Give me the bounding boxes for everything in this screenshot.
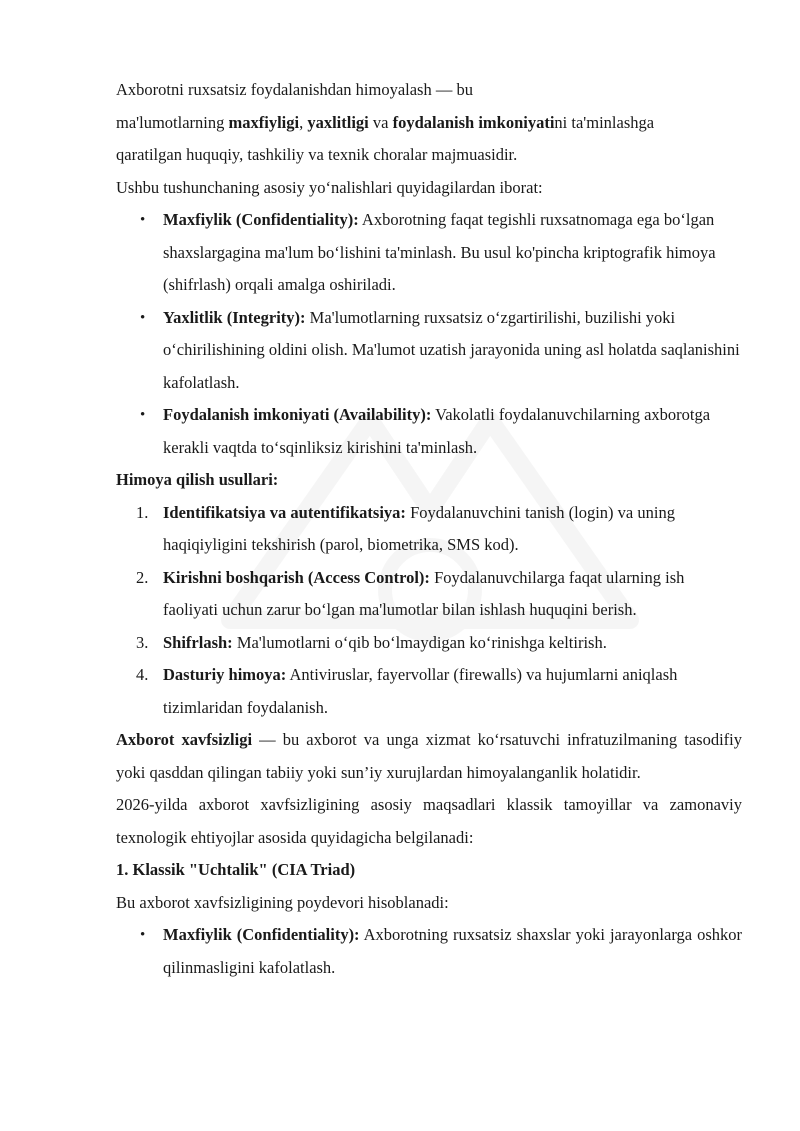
- list-item-number: 3.: [136, 632, 149, 652]
- intro-line-3: qaratilgan huquqiy, tashkiliy va texnik choralar majmuasidir.: [116, 145, 518, 164]
- list-item-text: Axborotning faqat tegishli ruxsatnomaga ega bo‘lgan shaxslargagina ma'lum bo‘lishini ta'minlash. Bu usul ko'pincha kriptografik himoya (shifrlash) orqali amalga oshiriladi.: [163, 210, 716, 294]
- methods-heading-text: Himoya qilish usullari:: [116, 470, 279, 489]
- list-item-term: Shifrlash:: [163, 632, 233, 652]
- cia-intro: Bu axborot xavfsizligining poydevori hisoblanadi:: [116, 892, 449, 912]
- list-item: [116, 204, 742, 302]
- list-item-text: Foydalanuvchilarga faqat ularning ish faoliyati uchun zarur bo‘lgan ma'lumotlar bilan ishlash huquqini berish.: [163, 567, 685, 619]
- security-definition-text: — bu axborot va unga xizmat ko‘rsatuvchi infratuzilmaning tasodifiy yoki qasddan qilingan tabiiy yoki sun’iy xurujlardan himoyalanganlik holatidir.: [116, 730, 742, 782]
- intro-separator-2: va: [368, 112, 393, 132]
- security-definition-term: Axborot xavfsizligi: [116, 730, 253, 749]
- term-maxfiyligi: maxfiyligi: [228, 112, 300, 132]
- list-item-text: Ma'lumotlarni o‘qib bo‘lmaydigan ko‘rinishga keltirish.: [232, 632, 607, 652]
- list-item-text: Ma'lumotlarning ruxsatsiz o‘zgartirilishi, buzilishi yoki o‘chirilishining oldini olish. Ma'lumot uzatish jarayonida uning asl holatda saqlanishini kafolatlash.: [163, 307, 740, 392]
- list-item-text: Vakolatli foydalanuvchilarning axborotga kerakli vaqtda to‘sqinliksiz kirishini ta'minlash.: [163, 405, 711, 457]
- cia-heading: [116, 854, 742, 887]
- cia-list: [116, 919, 742, 984]
- intro-line-2-start: ma'lumotlarning: [116, 112, 229, 132]
- list-item-term: Yaxlitlik (Integrity):: [163, 307, 306, 327]
- list-item: [116, 497, 742, 562]
- list-item: [116, 659, 742, 724]
- list-item-term: Dasturiy himoya:: [163, 665, 287, 684]
- list-item-number: 2.: [136, 567, 149, 587]
- directions-intro: Ushbu tushunchaning asosiy yo‘nalishlari quyidagilardan iborat:: [116, 177, 543, 197]
- list-item-text: Antiviruslar, fayervollar (firewalls) va hujumlarni aniqlash tizimlaridan foydalanish.: [163, 665, 678, 717]
- term-yaxlitligi: yaxlitligi: [307, 112, 369, 132]
- list-item: [116, 627, 742, 660]
- list-item-term: Maxfiylik (Confidentiality):: [163, 210, 359, 229]
- directions-list: [116, 204, 742, 464]
- methods-list: [116, 497, 742, 725]
- term-foydalanish-imkoniyati: foydalanish imkoniyati: [392, 112, 555, 132]
- intro-line-2-end: ni ta'minlashga: [554, 112, 655, 132]
- list-item: [116, 562, 742, 627]
- list-item-text: Axborotning ruxsatsiz shaxslar yoki jarayonlarga oshkor qilinmasligini kafolatlash.: [163, 925, 742, 977]
- list-item-term: Foydalanish imkoniyati (Availability):: [163, 405, 432, 424]
- goals-paragraph: 2026-yilda axborot xavfsizligining asosiy maqsadlari klassik tamoyillar va zamonaviy texnologik ehtiyojlar asosida quyidagicha belgilanadi:: [116, 795, 742, 847]
- intro-separator-1: ,: [299, 112, 308, 132]
- list-item: [116, 302, 742, 400]
- document-body: [116, 74, 742, 984]
- list-item-term: Kirishni boshqarish (Access Control):: [163, 567, 430, 587]
- list-item-number: 4.: [136, 665, 149, 684]
- list-item-text: Foydalanuvchini tanish (login) va uning haqiqiyligini tekshirish (parol, biometrika, SMS kod).: [163, 502, 675, 554]
- cia-heading-text: 1. Klassik "Uchtalik" (CIA Triad): [116, 860, 356, 879]
- list-item: [116, 919, 742, 984]
- list-item-term: Identifikatsiya va autentifikatsiya:: [163, 502, 406, 522]
- intro-paragraph: [116, 74, 742, 172]
- methods-heading: [116, 464, 742, 497]
- intro-line-1: Axborotni ruxsatsiz foydalanishdan himoyalash — bu: [116, 80, 473, 99]
- list-item-term: Maxfiylik (Confidentiality):: [163, 925, 360, 944]
- list-item: [116, 399, 742, 464]
- list-item-number: 1.: [136, 502, 149, 522]
- security-definition: [116, 724, 742, 789]
